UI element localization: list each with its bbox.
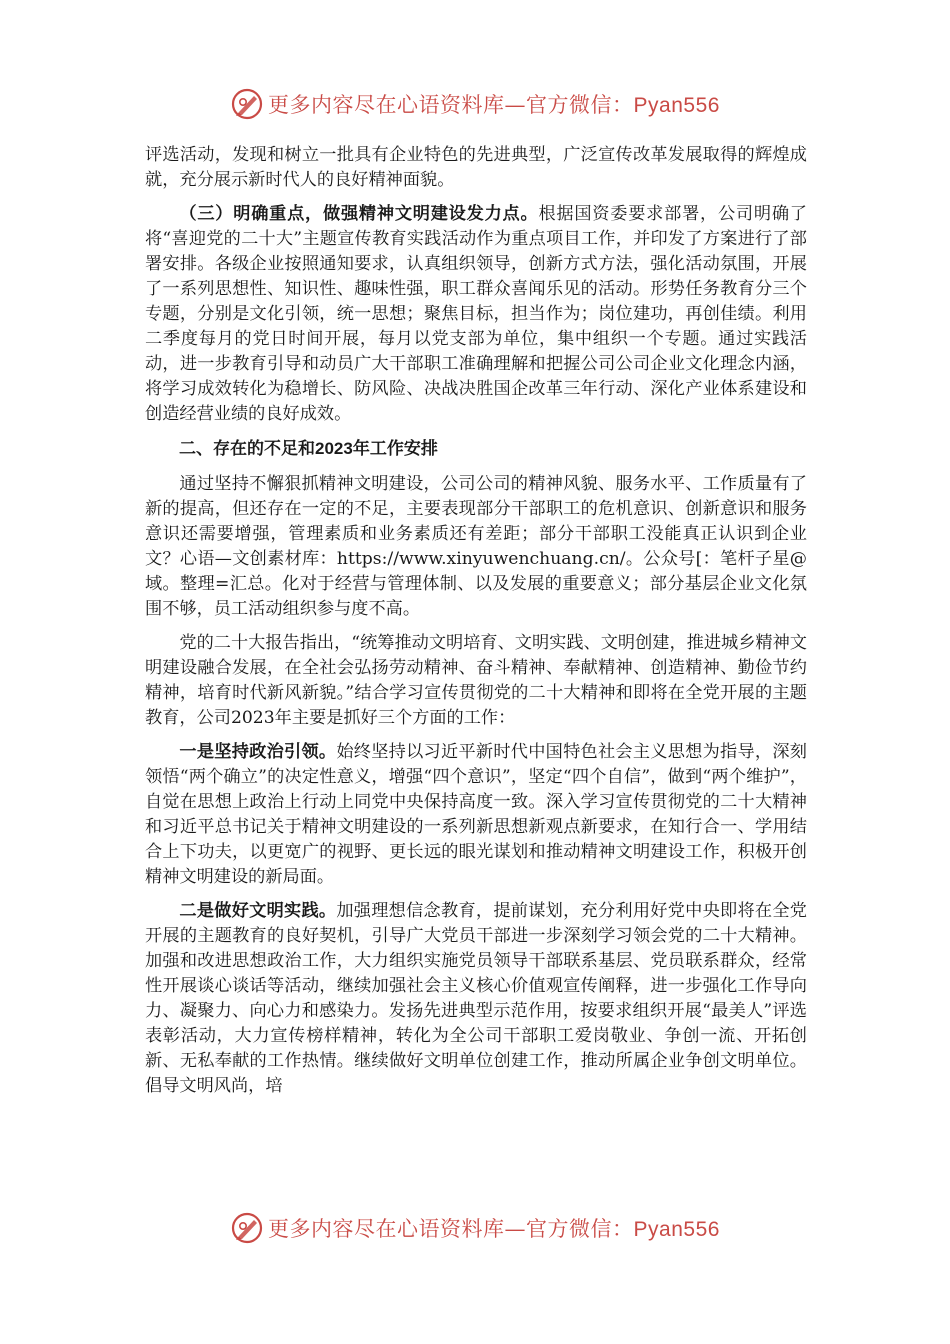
pen-logo-icon — [230, 1211, 264, 1245]
paragraph: 通过坚持不懈狠抓精神文明建设，公司公司的精神风貌、服务水平、工作质量有了新的提高，但还存在一定的不足，主要表现部分干部职工的危机意识、创新意识和服务意识还需要增强，管理素质和业务素质还有差距；部分干部职工没能真正认识到企业文？心语—文创素材库：https://www.xinyuwenchuang.cn/。公众号[：笔杆子星@域。整理=汇总。化对于经营与管理体制、以及发展的重要意义；部分基层企业文化氛围不够，员工活动组织参与度不高。 — [145, 474, 807, 619]
document-body — [145, 143, 807, 1108]
section-heading: 二、存在的不足和2023年工作安排 — [179, 439, 438, 458]
footer-banner — [0, 1208, 950, 1248]
paragraph: 二是做好文明实践。加强理想信念教育，提前谋划，充分利用好党中央即将在全党开展的主题教育的良好契机，引导广大党员干部进一步深刻学习领会党的二十大精神。加强和改进思想政治工作，大力组织实施党员领导干部联系基层、党员联系群众，经常性开展谈心谈话等活动，继续加强社会主义核心价值观宣传阐释，进一步强化工作导向力、凝聚力、向心力和感染力。发扬先进典型示范作用，按要求组织开展“最美人”评选表彰活动，大力宣传榜样精神，转化为全公司干部职工爱岗敬业、争创一流、开拓创新、无私奉献的工作热情。继续做好文明单位创建工作，推动所属企业争创文明单位。倡导文明风尚，培 — [145, 901, 807, 1096]
wechat-account: Pyan556 — [633, 94, 720, 117]
pen-logo-icon — [230, 87, 264, 121]
header-banner — [0, 84, 950, 124]
paragraph: 一是坚持政治引领。始终坚持以习近平新时代中国特色社会主义思想为指导，深刻领悟“两个确立”的决定性意义，增强“四个意识”，坚定“四个自信”，做到“两个维护”，自觉在思想上政治上行动上同党中央保持高度一致。深入学习宣传贯彻党的二十大精神和习近平总书记关于精神文明建设的一系列新思想新观点新要求，在知行合一、学用结合上下功夫，以更宽广的视野、更长远的眼光谋划和推动精神文明建设工作，积极开创精神文明建设的新局面。 — [145, 742, 807, 887]
paragraph-lead: 一是坚持政治引领。 — [179, 742, 337, 762]
paragraph: 评选活动，发现和树立一批具有企业特色的先进典型，广泛宣传改革发展取得的辉煌成就，充分展示新时代人的良好精神面貌。 — [145, 145, 807, 190]
wechat-account: Pyan556 — [633, 1218, 720, 1241]
paragraph: 党的二十大报告指出，“统筹推动文明培育、文明实践、文明创建，推进城乡精神文明建设融合发展，在全社会弘扬劳动精神、奋斗精神、奉献精神、创造精神、勤俭节约精神，培育时代新风新貌。”结合学习宣传贯彻党的二十大精神和即将在全党开展的主题教育，公司2023年主要是抓好三个方面的工作： — [145, 633, 807, 728]
paragraph-lead: 二是做好文明实践。 — [179, 901, 337, 921]
banner-text: 更多内容尽在心语资料库—官方微信：Pyan556 — [268, 93, 720, 117]
paragraph-lead: （三）明确重点，做强精神文明建设发力点。 — [179, 204, 539, 224]
banner-text: 更多内容尽在心语资料库—官方微信：Pyan556 — [268, 1217, 720, 1241]
paragraph: （三）明确重点，做强精神文明建设发力点。根据国资委要求部署，公司明确了将“喜迎党的二十大”主题宣传教育实践活动作为重点项目工作，并印发了方案进行了部署安排。各级企业按照通知要求，认真组织领导，创新方式方法，强化活动氛围，开展了一系列思想性、知识性、趣味性强，职工群众喜闻乐见的活动。形势任务教育分三个专题，分别是文化引领，统一思想；聚焦目标，担当作为；岗位建功，再创佳绩。利用二季度每月的党日时间开展，每月以党支部为单位，集中组织一个专题。通过实践活动，进一步教育引导和动员广大干部职工准确理解和把握公司公司企业文化理念内涵，将学习成效转化为稳增长、防风险、决战决胜国企改革三年行动、深化产业体系建设和创造经营业绩的良好成效。 — [145, 204, 807, 424]
